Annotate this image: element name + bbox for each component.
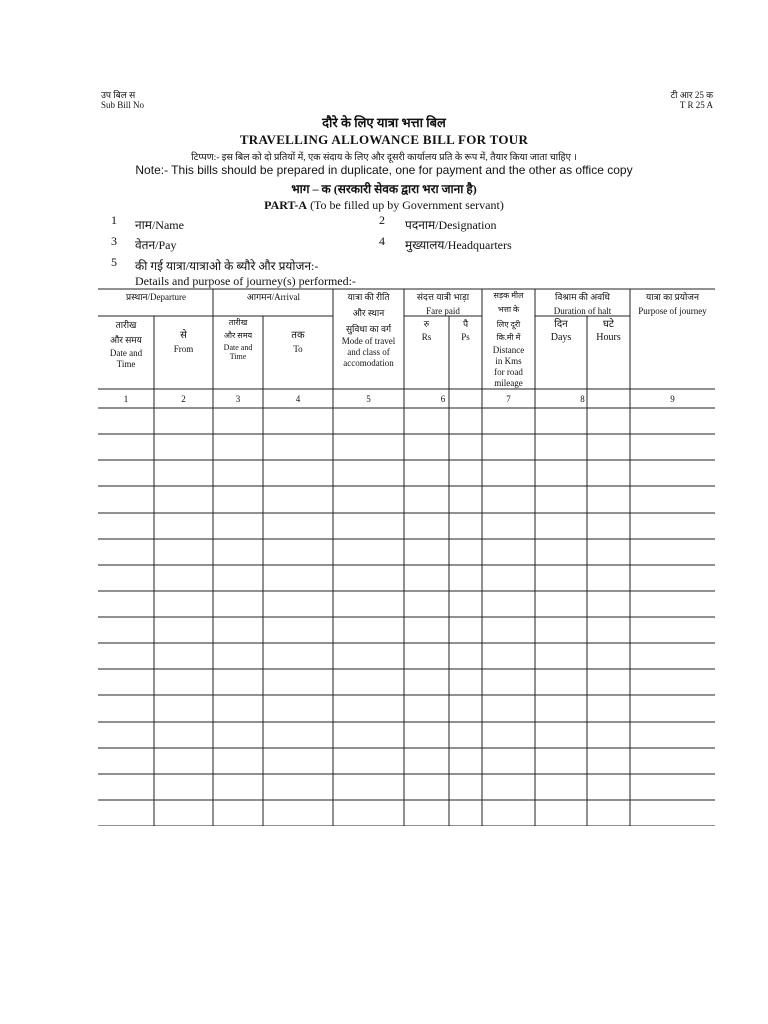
field-designation-label: पदनाम/Designation [405,218,497,232]
column-number-5: 5 [366,394,371,404]
field-pay-label: वेतन/Pay [135,238,177,252]
header-dep-date-english-1: Date and [109,348,143,358]
header-distance-english-4: mileage [494,378,523,388]
field-name-label: नाम/Name [135,218,184,232]
column-number-1: 1 [123,394,129,404]
part-a-instruction: (To be filled up by Government servant) [307,198,504,212]
header-distance-english-3: for road [494,367,523,377]
header-halt-hindi: विश्राम की अवधि [555,292,610,302]
header-from-hindi: से [180,330,187,341]
header-dep-date-hindi-2: और समय [110,335,142,345]
column-number-8: 8 [580,394,585,404]
field-5-number: 5 [111,255,117,269]
header-from: From [173,344,194,354]
sub-bill-label: Sub Bill No [101,100,145,110]
header-mode-hindi-3: सुविधा का वर्ग [345,324,392,334]
field-1-number: 1 [111,213,117,227]
header-to-hindi: तक [291,330,305,341]
header-dep-date-english-2: Time [116,359,136,369]
header-mode-english-3: accomodation [343,358,394,368]
column-number-7: 7 [506,394,511,404]
header-purpose-english: Purpose of journey [638,306,707,316]
note-english: Note:- This bills should be prepared in duplicate, one for payment and the other as office copy [135,163,633,177]
header-distance-english-1: Distance [492,345,525,355]
part-heading-hindi: भाग – क (सरकारी सेवक द्वारा भरा जाना है) [291,182,477,196]
column-number-6: 6 [440,394,446,404]
journey-details-english: Details and purpose of journey(s) performed:- [135,274,356,288]
title-english: TRAVELLING ALLOWANCE BILL FOR TOUR [239,132,529,147]
header-arr-date-hindi-2: और समय [223,331,253,340]
header-mode-hindi-1: यात्रा की रीति [347,292,390,302]
header-arr-date-english-2: Time [229,352,247,361]
header-arrival: आगमन/Arrival [246,292,301,302]
header-departure: प्रस्थान/Departure [126,292,186,302]
header-halt-english: Duration of halt [553,306,612,316]
field-headquarters-label: मुख्यालय/Headquarters [405,238,512,252]
header-distance-hindi-2: कि.मी में [496,333,521,342]
form-number: T R 25 A [679,100,713,110]
part-a-label: PART-A [264,198,308,212]
header-hours-hindi: घटे [603,319,614,330]
part-heading-english [0,198,768,213]
header-fare-english: Fare paid [426,306,460,316]
header-hours: Hours [596,332,621,343]
header-days-hindi: दिन [554,319,568,330]
header-ps: Ps [461,332,470,342]
field-journey-details-label: की गई यात्रा/यात्राओ के ब्यौरे और प्रयोजन:- [135,259,319,273]
field-4-number: 4 [379,234,385,248]
header-mode-hindi-2: और स्थान [352,308,385,318]
column-number-2: 2 [181,394,186,404]
header-mileage-hindi-1: सड़क मील [493,291,524,300]
sub-bill-label-hindi: उप बिल स [101,90,136,100]
header-arr-date-hindi-1: तारीख [228,318,248,327]
header-dep-date-hindi-1: तारीख [115,320,137,330]
header-fare-hindi: संदत्त यात्री भाड़ा [416,292,470,302]
note-hindi: टिप्पण:- इस बिल को दो प्रतियों में, एक संदाय के लिए और दूसरी कार्यालय प्रति के रूप में, तैयार किया जाता चाहिए । [191,153,577,163]
column-number-3: 3 [235,394,241,404]
header-ps-hindi: पै [462,319,469,329]
header-arr-date-english-1: Date and [223,343,253,352]
header-rs-hindi: रु [423,319,430,329]
header-mileage-hindi-2: भत्ता के [497,305,520,314]
header-purpose-hindi: यात्रा का प्रयोजन [646,292,699,302]
header-to: To [293,344,303,354]
form-number-hindi: टी आर 25 क [670,90,713,100]
header-distance-english-2: in Kms [495,356,522,366]
field-3-number: 3 [111,234,117,248]
title-hindi: दौरे के लिए यात्रा भत्ता बिल [322,115,446,130]
header-days: Days [550,332,572,343]
field-2-number: 2 [379,213,385,227]
journey-table-grid [98,288,715,826]
header-mode-english-1: Mode of travel [341,336,396,346]
header-mode-english-2: and class of [347,347,390,357]
column-number-9: 9 [670,394,675,404]
header-rs: Rs [421,332,432,342]
column-number-4: 4 [295,394,301,404]
header-distance-hindi-1: लिए दूरी [496,320,521,329]
